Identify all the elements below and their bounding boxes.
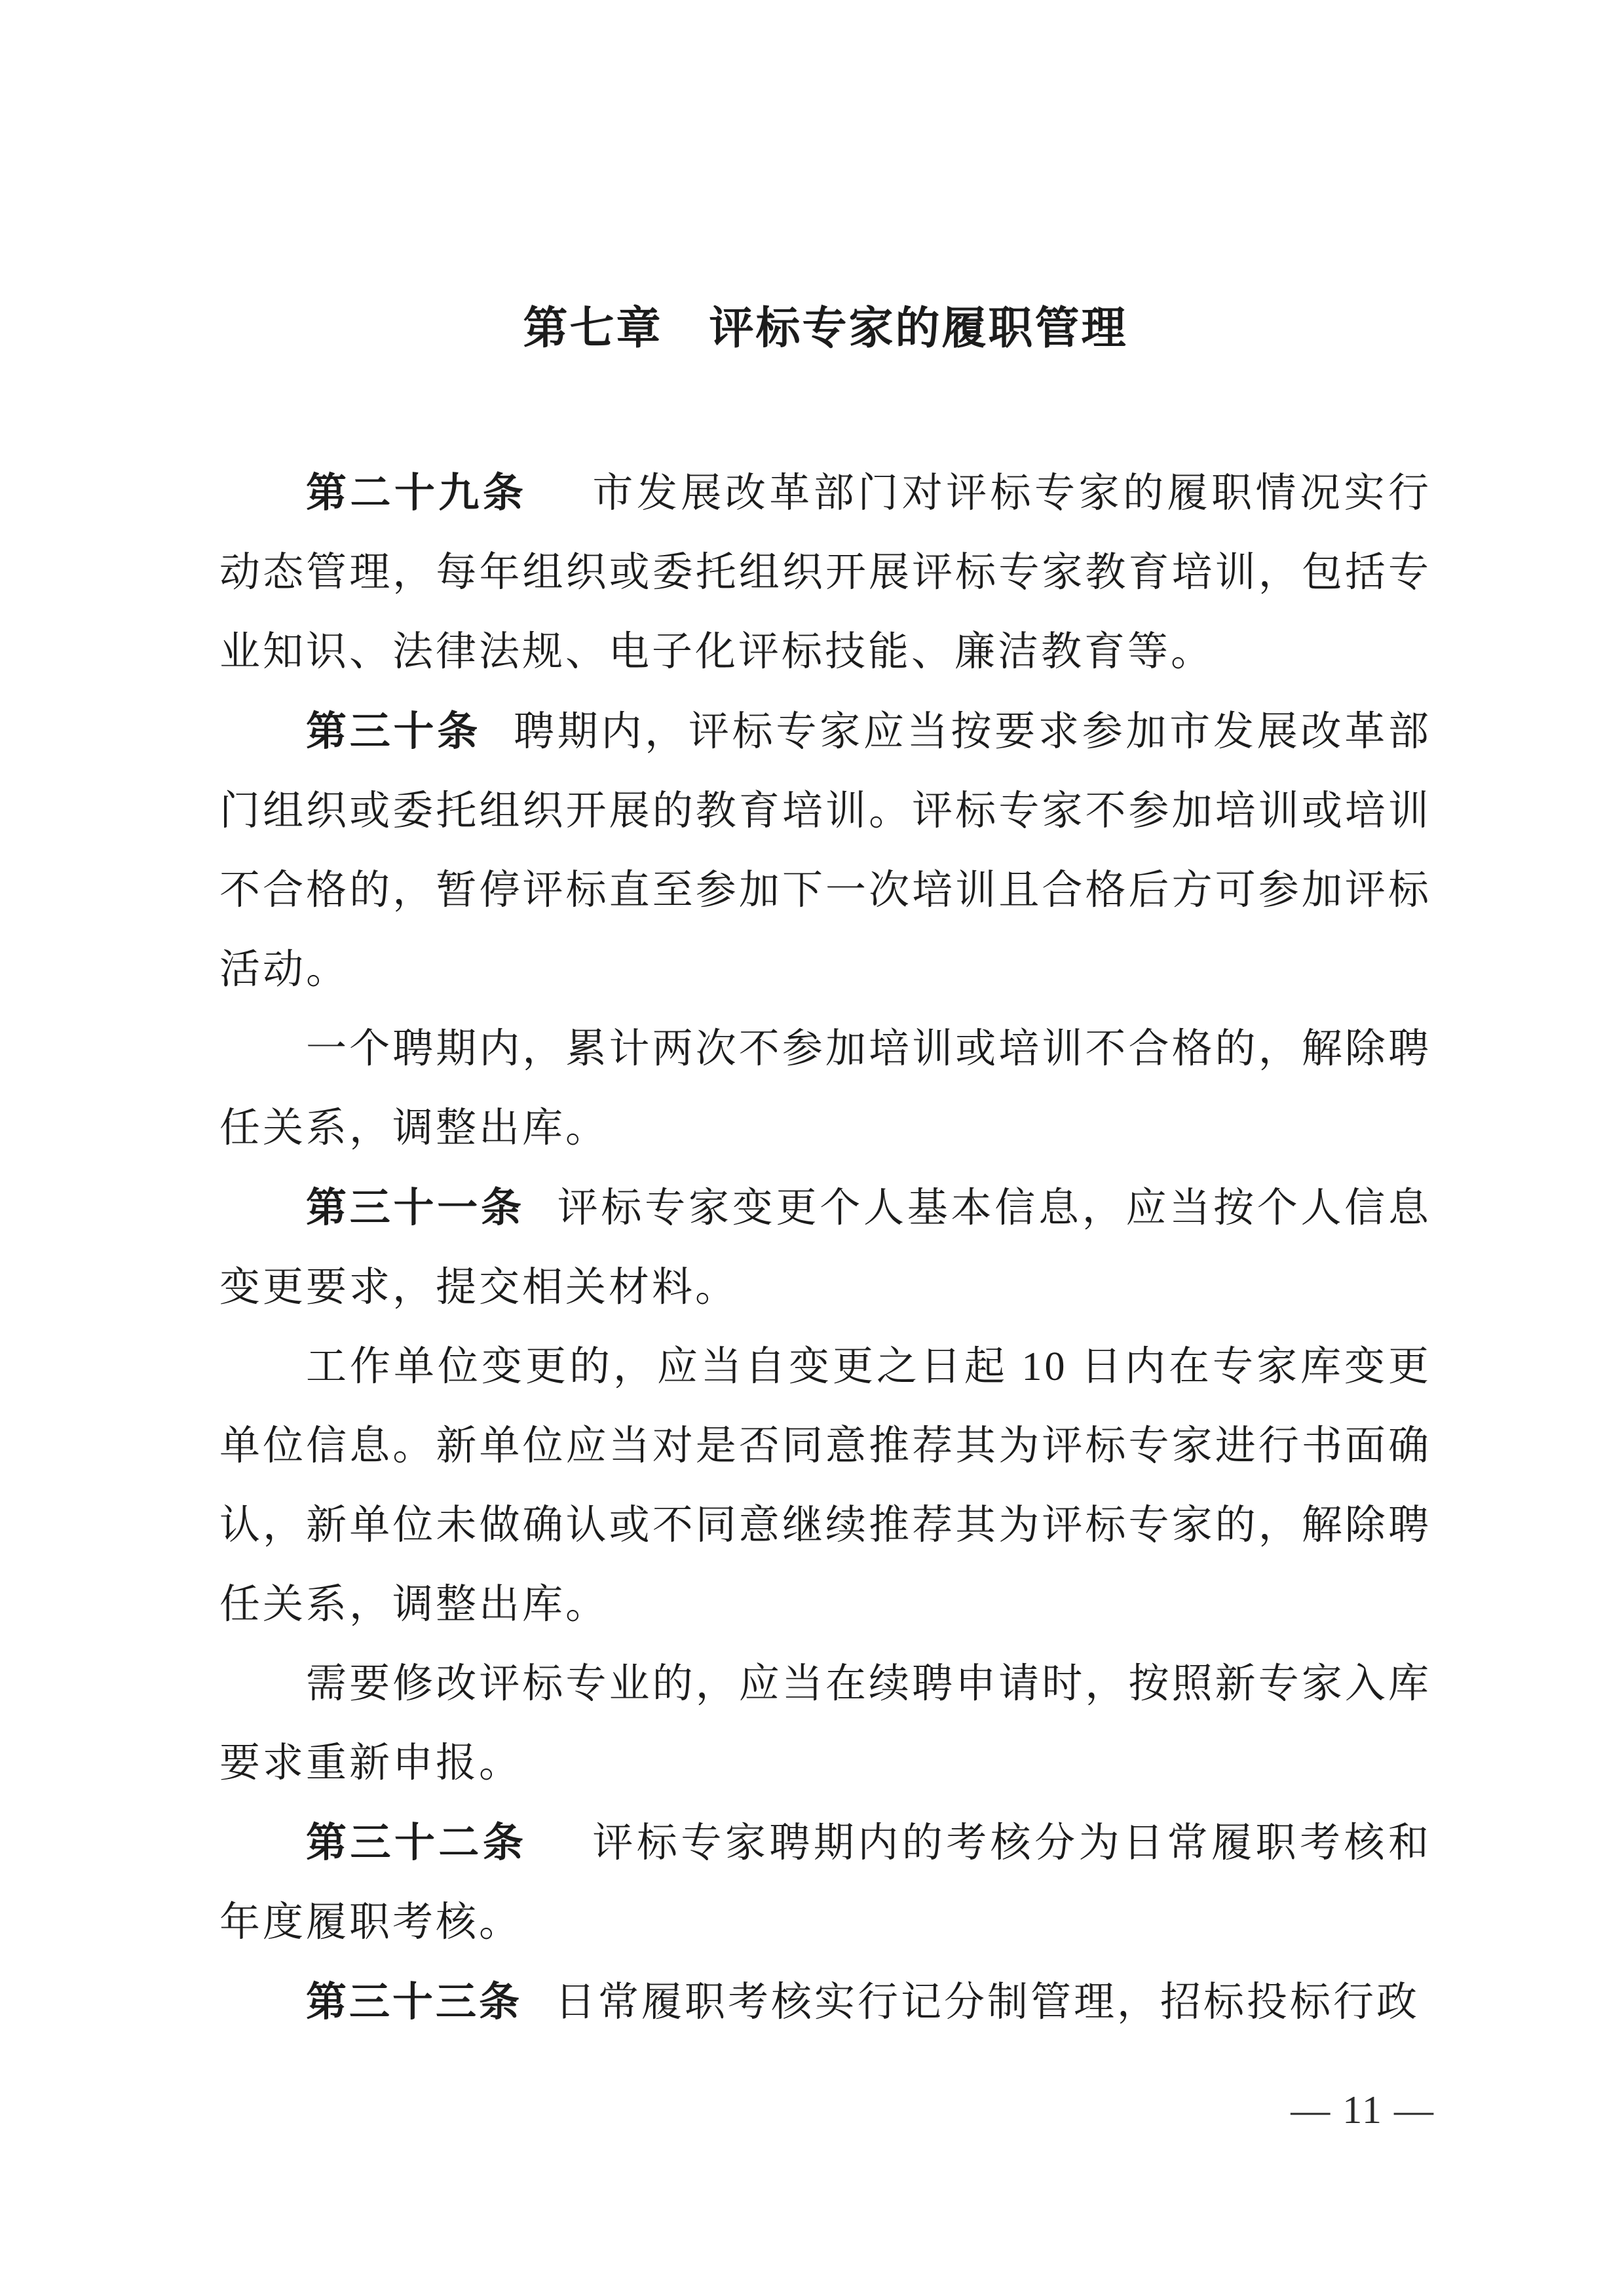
article-30-text: 聘期内，评标专家应当按要求参加市发展改革部门组织或委托组织开展的教育培训。评标专家不参加培训或培训不合格的，暂停评标直至参加下一次培训且合格后方可参加评标活动。 [219,710,1431,992]
page-footer [219,2086,1435,2134]
paragraph-article-29 [219,453,1431,692]
article-30-continuation-text: 一个聘期内，累计两次不参加培训或培训不合格的，解除聘任关系，调整出库。 [219,1027,1431,1151]
article-33-number: 第三十三条 [306,1980,523,2025]
article-33-text: 日常履职考核实行记分制管理，招标投标行政 [555,1980,1420,2025]
paragraph-article-31-major-change [219,1645,1431,1803]
document-body [219,453,1431,2042]
article-29-text: 市发展改革部门对评标专家的履职情况实行动态管理，每年组织或委托组织开展评标专家教育培训，包括专业知识、法律法规、电子化评标技能、廉洁教育等。 [219,471,1431,674]
article-31-number: 第三十一条 [306,1185,525,1231]
article-32-text: 评标专家聘期内的考核分为日常履职考核和年度履职考核。 [219,1821,1431,1945]
article-31-unit-change-text: 工作单位变更的，应当自变更之日起 10 日内在专家库变更单位信息。新单位应当对是否同意推荐其为评标专家进行书面确认，新单位未做确认或不同意继续推荐其为评标专家的，解除聘任关系，调整出库。 [219,1345,1431,1627]
paragraph-article-32 [219,1803,1431,1962]
article-30-number: 第三十条 [306,709,481,754]
paragraph-article-30-continuation [219,1010,1431,1168]
paragraph-article-31-unit-change [219,1328,1431,1645]
article-31-text: 评标专家变更个人基本信息，应当按个人信息变更要求，提交相关材料。 [219,1186,1431,1310]
chapter-title: 第七章 评标专家的履职管理 [523,303,1128,353]
article-32-number: 第三十二条 [306,1820,527,1866]
article-29-number: 第二十九条 [306,470,527,516]
paragraph-article-33 [219,1962,1431,2042]
paragraph-article-30 [219,692,1431,1010]
paragraph-article-31 [219,1168,1431,1328]
article-31-major-change-text: 需要修改评标专业的，应当在续聘申请时，按照新专家入库要求重新申报。 [219,1662,1431,1786]
page-number: — 11 — [1291,2088,1435,2132]
